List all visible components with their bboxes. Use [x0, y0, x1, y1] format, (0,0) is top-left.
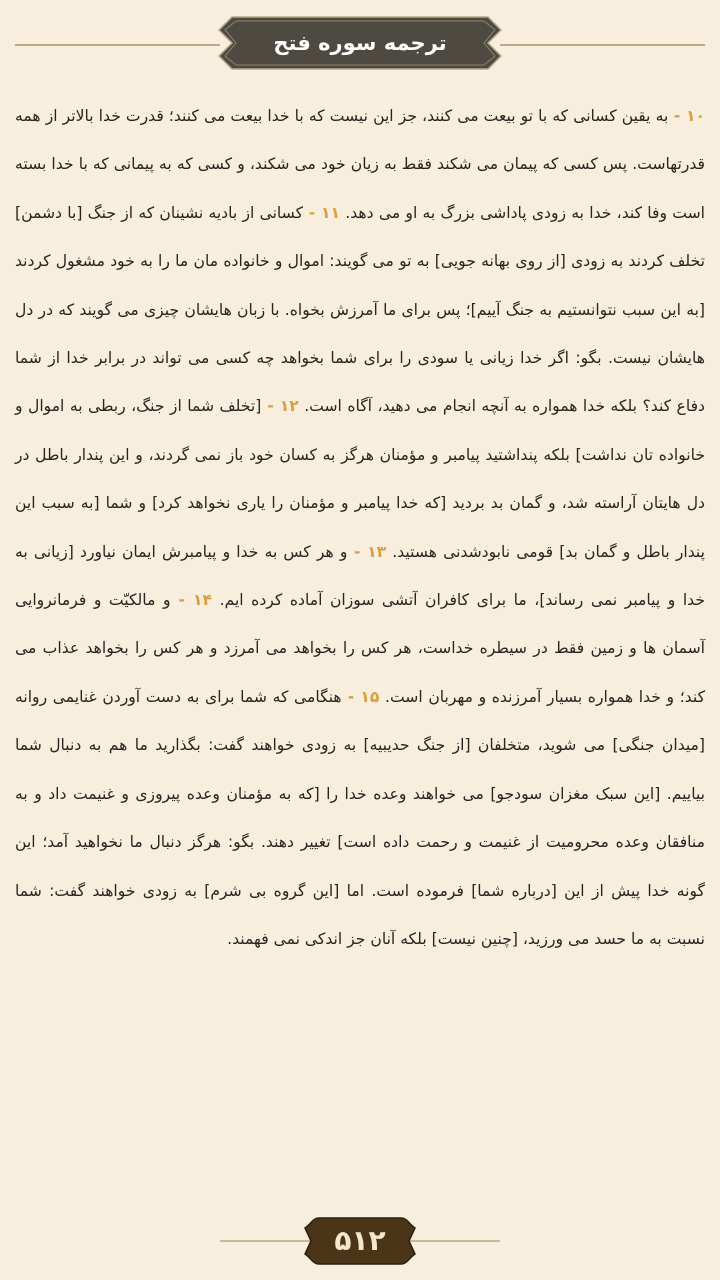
- verse-number: ۱۵ -: [341, 687, 380, 706]
- verse-text: کسانی از بادیه نشینان که از جنگ [با دشمن] تخلف کردند به زودی [از روی بهانه جویی] به تو می گویند: اموال و خانواده مان ما را به خود مشغول کردند [به این سبب نتوانستیم به جنگ آییم]؛ پس برای ما آمرزش بخواه. با زبان هایشان چیزی می گویند که در دل هایشان نیست. بگو: اگر خدا زیانی یا سودی را برای شما بخواهد چه کسی می تواند در برابر خدا از شما دفاع کند؟ بلکه خدا همواره به آنچه انجام می دهید، آگاه است.: [15, 203, 705, 416]
- translation-text: [15, 92, 705, 963]
- title-divider-right: [500, 44, 705, 46]
- title-divider-left: [15, 44, 220, 46]
- verse-number: ۱۴ -: [170, 591, 213, 610]
- page-number-badge: [303, 1216, 417, 1266]
- verse-text: [تخلف شما از جنگ، ربطی به اموال و خانواده تان نداشت] بلکه پنداشتید پیامبر و مؤمنان هرگز به کسان خود باز نمی گردند، و این پندار باطل در دل هایتان آراسته شد، و گمان بد بردید [که خدا پیامبر و مؤمنان را یاری نخواهد کرد] و شما [به سبب این پندار باطل و گمان بد] قومی نابودشدنی هستید.: [15, 397, 705, 561]
- footer-divider-left: [220, 1240, 310, 1242]
- verse-text: به یقین کسانی که با تو بیعت می کنند، جز این نیست که با خدا بیعت می کنند؛ قدرت خدا بالاتر از همه قدرتهاست. پس کسی که پیمان می شکند فقط به زیان خود می شکند، و کسی که به پیمانی که با خدا بسته است وفا کند، خدا به زودی پاداشی بزرگ به او می دهد.: [15, 107, 705, 222]
- verse-number: ۱۰ -: [668, 107, 705, 125]
- verse-text: و هر کس به خدا و پیامبرش ایمان نیاورد [زیانی به خدا و پیامبر نمی رساند]، ما برای کافران آتشی سوزان آماده کرده ایم.: [15, 542, 705, 610]
- verse-number: ۱۲ -: [261, 397, 299, 416]
- title-header: [0, 8, 720, 66]
- page-number-footer: [0, 1212, 720, 1270]
- title-badge: [218, 16, 502, 70]
- page-number: ۵۱۲: [334, 1224, 386, 1257]
- page-title: ترجمه سوره فتح: [273, 31, 447, 55]
- verse-text: هنگامی که شما برای به دست آوردن غنایمی روانه [میدان جنگی] می شوید، متخلفان [از جنگ حدیبیه] به زودی خواهند گفت: بگذارید ما هم به دنبال شما بیاییم. [این سبک مغزان سودجو] می خواهند وعده خدا را [که به مؤمنان وعده پیروزی و غنیمت داد و به منافقان وعده محرومیت از غنیمت و رحمت داده است] تغییر دهند. بگو: هرگز دنبال ما نخواهید آمد؛ این گونه خدا پیش از این [درباره شما] فرموده است. اما [این گروه بی شرم] به زودی خواهند گفت: شما نسبت به ما حسد می ورزید، [چنین نیست] بلکه آنان جز اندکی نمی فهمند.: [15, 687, 705, 948]
- verse-number: ۱۱ -: [303, 203, 340, 222]
- footer-divider-right: [410, 1240, 500, 1242]
- verse-text: و مالکیّت و فرمانروایی آسمان ها و زمین فقط در سیطره خداست، هر کس را بخواهد می آمرزد و هر کس را بخواهد عذاب می کند؛ و خدا همواره بسیار آمرزنده و مهربان است.: [15, 591, 705, 706]
- verse-number: ۱۳ -: [347, 542, 387, 561]
